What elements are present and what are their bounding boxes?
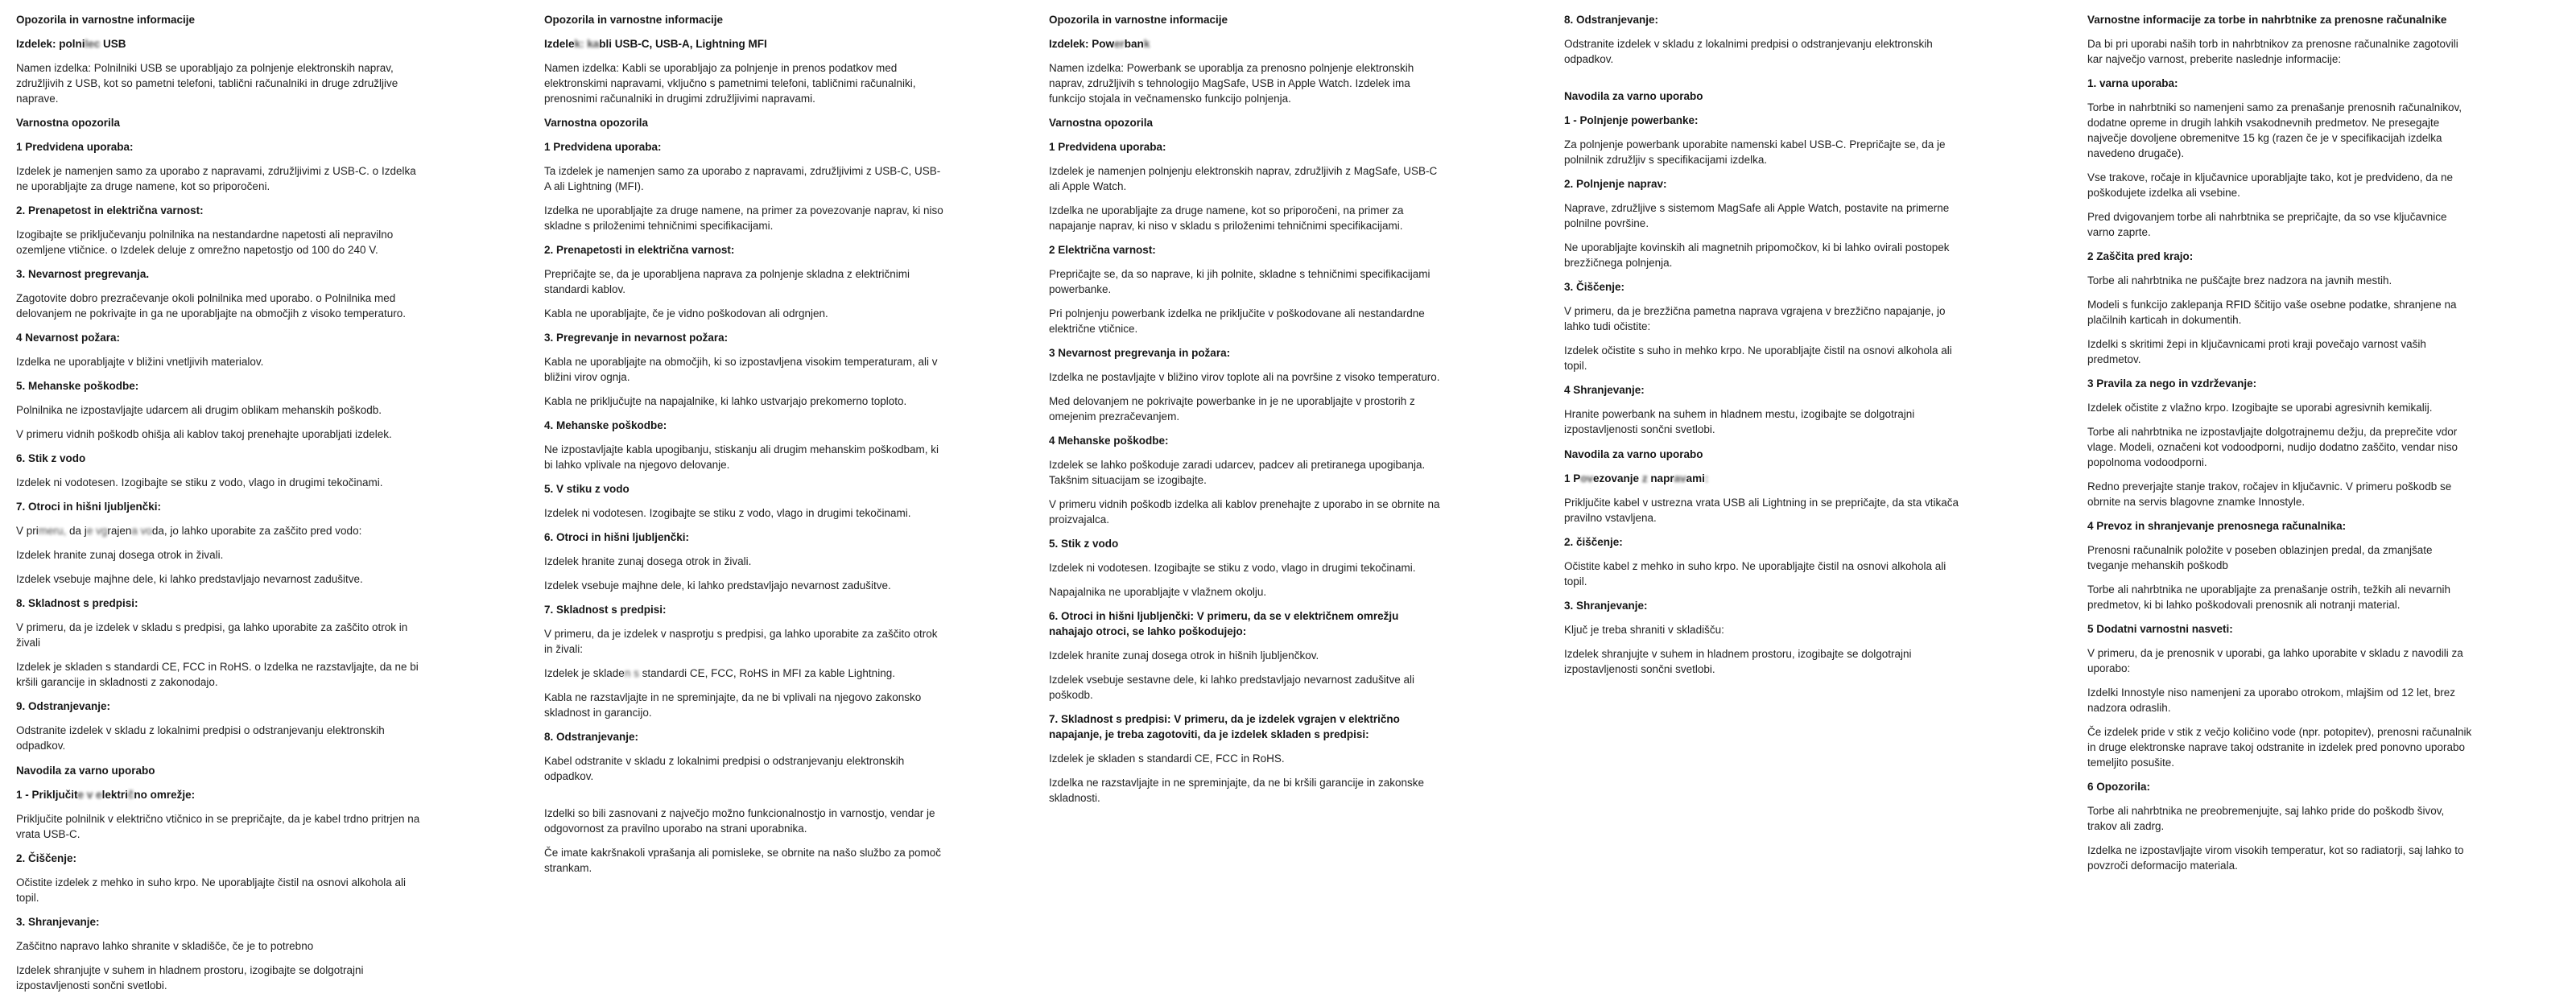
- section-heading: 3. Shranjevanje:: [1564, 600, 1648, 612]
- section-heading: 5. V stiku z vodo: [544, 483, 630, 495]
- paragraph: Kabla ne uporabljajte, če je vidno poškodovan ali odrgnjen.: [544, 307, 828, 320]
- paragraph: Za polnjenje powerbank uporabite namenski kabel USB-C. Prepričajte se, da je polnilnik združljiv s specifikacijami izdelka.: [1564, 138, 1946, 166]
- paragraph: Izdelki Innostyle niso namenjeni za uporabo otrokom, mlajšim od 12 let, brez nadzora odraslih.: [2087, 686, 2455, 714]
- paragraph: Ne uporabljajte kovinskih ali magnetnih pripomočkov, ki bi lahko ovirali postopek brezžičnega polnjenja.: [1564, 241, 1950, 269]
- section-heading: 8. Odstranjevanje:: [1564, 14, 1659, 26]
- paragraph: Izdelek shranjujte v suhem in hladnem prostoru, izogibajte se dolgotrajni izpostavljenosti sončni svetlobi.: [16, 964, 364, 992]
- paragraph: Izdelek vsebuje majhne dele, ki lahko predstavljajo nevarnost zadušitve.: [544, 579, 891, 592]
- paragraph: Izdelek hranite zunaj dosega otrok in živali.: [544, 555, 752, 567]
- section-heading: 6. Stik z vodo: [16, 452, 86, 464]
- section-heading: Varnostna opozorila: [16, 117, 121, 129]
- section-heading: Opozorila in varnostne informacije: [16, 14, 196, 26]
- paragraph: Prepričajte se, da so naprave, ki jih polnite, skladne s tehničnimi specifikacijami powerbanke.: [1049, 268, 1430, 295]
- section-heading: 4 Nevarnost požara:: [16, 332, 121, 344]
- paragraph: Izdelek je skladen s standardi CE, FCC in RoHS. o Izdelka ne razstavljajte, da ne bi kršili garancije in skladnosti z zakonodajo.: [16, 661, 419, 688]
- column-powerbank-instructions: [1564, 12, 1971, 686]
- blurred-text: č: [127, 789, 134, 801]
- paragraph: Kabel odstranite v skladu z lokalnimi predpisi o odstranjevanju elektronskih odpadkov.: [544, 755, 905, 782]
- section-heading: 4 Prevoz in shranjevanje prenosnega računalnika:: [2087, 520, 2347, 532]
- paragraph: Izdelek ni vodotesen. Izogibajte se stiku z vodo, vlago in drugimi tekočinami.: [16, 476, 383, 489]
- section-heading: 4 Mehanske poškodbe:: [1049, 435, 1169, 447]
- paragraph: Priključite polnilnik v električno vtičnico in se prepričajte, da je kabel trdno pritrjen na vrata USB-C.: [16, 813, 420, 840]
- paragraph: V primeru, da je izdelek v skladu s predpisi, ga lahko uporabite za zaščito otrok in živali: [16, 621, 408, 649]
- section-heading: 2. Prenapetost in električna varnost:: [16, 204, 204, 216]
- paragraph: Torbe ali nahrbtnika ne puščajte brez nadzora na javnih mestih.: [2087, 274, 2392, 287]
- section-heading: 4. Mehanske poškodbe:: [544, 419, 667, 431]
- section-heading: Navodila za varno uporabo: [16, 765, 155, 777]
- paragraph: Izdelek je skladen s standardi CE, FCC in RoHS.: [1049, 752, 1285, 765]
- paragraph: Izogibajte se priključevanju polnilnika na nestandardne napetosti ali nepravilno ozemljene vtičnice. o Izdelek deluje z omrežno napetostjo od 100 do 240 V.: [16, 229, 394, 256]
- section-heading: 2 Zaščita pred krajo:: [2087, 250, 2194, 262]
- section-heading: Navodila za varno uporabo: [1564, 448, 1703, 460]
- column-powerbank: [1049, 12, 1445, 814]
- section-heading: Izdelek: Powerbank: [1049, 38, 1150, 50]
- paragraph: Očistite izdelek z mehko in suho krpo. Ne uporabljajte čistil na osnovi alkohola ali topil.: [16, 876, 406, 904]
- paragraph: V primeru, da je izdelek v nasprotju s predpisi, ga lahko uporabite za zaščito otrok in živali:: [544, 628, 938, 655]
- section-heading: 1 Predvidena uporaba:: [544, 141, 662, 153]
- section-heading: 2. Prenapetosti in električna varnost:: [544, 244, 735, 256]
- blurred-text: er: [1114, 38, 1125, 50]
- paragraph: Izdelek je skladen s standardi CE, FCC, RoHS in MFI za kable Lightning.: [544, 667, 895, 679]
- paragraph: Kabla ne razstavljajte in ne spreminjajte, da ne bi vplivali na njegovo zakonsko skladnost in garancijo.: [544, 691, 922, 719]
- paragraph: Da bi pri uporabi naših torb in nahrbtnikov za prenosne računalnike zagotovili kar največjo varnost, preberite naslednje informacije:: [2087, 38, 2458, 65]
- paragraph: V primeru vidnih poškodb izdelka ali kablov prenehajte z uporabo in se obrnite na proizvajalca.: [1049, 498, 1440, 526]
- section-heading: 3 Nevarnost pregrevanja in požara:: [1049, 347, 1231, 359]
- paragraph: Modeli s funkcijo zaklepanja RFID ščitijo vaše osebne podatke, shranjene na plačilnih karticah in dokumentih.: [2087, 299, 2457, 326]
- paragraph: Pri polnjenju powerbank izdelka ne priključite v poškodovane ali nestandardne električne vtičnice.: [1049, 307, 1425, 335]
- paragraph: Izdelek je namenjen samo za uporabo z napravami, združljivimi z USB-C. o Izdelka ne uporabljajte za druge namene, kot so priporočeni.: [16, 165, 416, 192]
- paragraph: Redno preverjajte stanje trakov, ročajev in ključavnic. V primeru poškodb se obrnite na servis blagovne znamke Innostyle.: [2087, 480, 2452, 508]
- paragraph: Izdelek ni vodotesen. Izogibajte se stiku z vodo, vlago in drugimi tekočinami.: [1049, 562, 1416, 574]
- paragraph: Ne izpostavljajte kabla upogibanju, stiskanju ali drugim mehanskim poškodbam, ki bi lahko vplivale na njegovo delovanje.: [544, 443, 939, 471]
- section-heading: 3. Čiščenje:: [1564, 281, 1625, 293]
- section-heading: 8. Odstranjevanje:: [544, 731, 639, 743]
- paragraph: Izdelka ne uporabljajte v bližini vnetljivih materialov.: [16, 356, 264, 368]
- section-heading: 1 Povezovanje z napravami:: [1564, 472, 1709, 484]
- section-heading: Navodila za varno uporabo: [1564, 90, 1703, 102]
- paragraph: Prenosni računalnik položite v poseben oblazinjen predal, da zmanjšate tveganje mehanskih poškodb: [2087, 544, 2433, 571]
- paragraph: Prepričajte se, da je uporabljena naprava za polnjenje skladna z električnimi standardi kablov.: [544, 268, 910, 295]
- paragraph: Namen izdelka: Kabli se uporabljajo za polnjenje in prenos podatkov med elektronskimi napravami, vključno s pametnimi telefoni, tabličnimi računalniki, prenosnimi računalniki in drugimi združljivimi napravami.: [544, 62, 916, 105]
- section-heading: 6. Otroci in hišni ljubljenčki:: [544, 531, 690, 543]
- section-heading: 1 - Priključite v električno omrežje:: [16, 789, 196, 801]
- paragraph: Izdelka ne uporabljajte za druge namene, kot so priporočeni, na primer za napajanje naprav, ki niso v skladu s priloženimi tehničnimi specifikacijami.: [1049, 204, 1404, 232]
- paragraph: Izdelek hranite zunaj dosega otrok in hišnih ljubljenčkov.: [1049, 649, 1319, 662]
- paragraph: Vse trakove, ročaje in ključavnice uporabljajte tako, kot je predvideno, da ne poškodujete izdelka ali vsebine.: [2087, 171, 2454, 199]
- section-heading: 2 Električna varnost:: [1049, 244, 1156, 256]
- section-heading: Izdelek: kabli USB-C, USB-A, Lightning MFI: [544, 38, 767, 50]
- paragraph: Torbe ali nahrbtnika ne preobremenjujte, saj lahko pride do poškodb šivov, trakov ali zadrg.: [2087, 805, 2445, 832]
- paragraph: Izdelek vsebuje sestavne dele, ki lahko predstavljajo nevarnost zadušitve ali poškodb.: [1049, 674, 1415, 701]
- paragraph: Zagotovite dobro prezračevanje okoli polnilnika med uporabo. o Polnilnika med delovanjem ne pokrivajte in ga ne uporabljajte na območjih z visoko temperaturo.: [16, 292, 407, 320]
- section-heading: 1 - Polnjenje powerbanke:: [1564, 114, 1699, 126]
- blurred-text: meru,: [38, 525, 67, 537]
- blurred-text: n s: [624, 667, 639, 679]
- blurred-text: k: ka: [574, 38, 600, 50]
- section-heading: 7. Skladnost s predpisi:: [544, 604, 667, 616]
- paragraph: Torbe ali nahrbtnika ne uporabljajte za prenašanje ostrih, težkih ali nevarnih predmetov, ki bi lahko poškodovali prenosnik ali notranji material.: [2087, 583, 2451, 611]
- section-heading: 5. Stik z vodo: [1049, 538, 1119, 550]
- section-heading: 2. čiščenje:: [1564, 536, 1623, 548]
- paragraph: Izdelka ne razstavljajte in ne spreminjajte, da ne bi kršili garancije in zakonske skladnosti.: [1049, 777, 1424, 804]
- section-heading: Varnostna opozorila: [1049, 117, 1154, 129]
- paragraph: Hranite powerbank na suhem in hladnem mestu, izogibajte se dolgotrajni izpostavljenosti sončni svetlobi.: [1564, 408, 1915, 435]
- paragraph: V primeru, da je brezžična pametna naprava vgrajena v brezžično napajanje, jo lahko tudi očistite:: [1564, 305, 1946, 332]
- blurred-text: lec: [85, 38, 101, 50]
- blurred-text: e vg: [86, 525, 108, 537]
- section-heading: 1. varna uporaba:: [2087, 77, 2178, 89]
- paragraph: Izdelek je namenjen polnjenju elektronskih naprav, združljivih z MagSafe, USB-C ali Apple Watch.: [1049, 165, 1438, 192]
- paragraph: Torbe ali nahrbtnika ne izpostavljajte dolgotrajnemu dežju, da preprečite vdor vlage. Modeli, označeni kot vodoodporni, nudijo dodatno zaščito, vendar niso popolnoma vodoodporni.: [2087, 426, 2458, 468]
- section-heading: 6 Opozorila:: [2087, 781, 2151, 793]
- paragraph: V primeru, da je vgrajena voda, jo lahko uporabite za zaščito pred vodo:: [16, 525, 362, 537]
- paragraph: Namen izdelka: Powerbank se uporablja za prenosno polnjenje elektronskih naprav, združljivih s tehnologijo MagSafe, USB in Apple Watch. Izdelek ima funkcijo stojala in večnamensko funkcijo polnjenja.: [1049, 62, 1414, 105]
- section-heading: 4 Shranjevanje:: [1564, 384, 1645, 396]
- section-heading: Opozorila in varnostne informacije: [1049, 14, 1228, 26]
- section-heading: 3 Pravila za nego in vzdrževanje:: [2087, 377, 2257, 390]
- blurred-text: ov: [1580, 472, 1594, 484]
- paragraph: Kabla ne uporabljajte na območjih, ki so izpostavljena visokim temperaturam, ali v bližini virov ognja.: [544, 356, 938, 383]
- column-usb-charger: [16, 12, 423, 1002]
- section-heading: 3. Shranjevanje:: [16, 916, 100, 928]
- blurred-text: a vo: [131, 525, 152, 537]
- blurred-text: k: [1143, 38, 1150, 50]
- column-laptop-bags: [2087, 12, 2473, 882]
- blurred-text: av: [1674, 472, 1686, 484]
- paragraph: Priključite kabel v ustrezna vrata USB ali Lightning in se prepričajte, da sta vtikača pravilno vstavljena.: [1564, 497, 1959, 524]
- blurred-text: z: [1641, 472, 1648, 484]
- paragraph: Izdelka ne postavljajte v bližino virov toplote ali na površine z visoko temperaturo.: [1049, 371, 1440, 383]
- paragraph: V primeru, da je prenosnik v uporabi, ga lahko uporabite v skladu z navodili za uporabo:: [2087, 647, 2463, 674]
- paragraph: Ta izdelek je namenjen samo za uporabo z napravami, združljivimi z USB-C, USB-A ali Lightning (MFI).: [544, 165, 941, 192]
- paragraph: Naprave, združljive s sistemom MagSafe ali Apple Watch, postavite na primerne polnilne površine.: [1564, 202, 1950, 229]
- paragraph: Izdelka ne uporabljajte za druge namene, na primer za povezovanje naprav, ki niso skladne s priloženimi tehničnimi specifikacijami.: [544, 204, 943, 232]
- section-heading: 8. Skladnost s predpisi:: [16, 597, 138, 609]
- paragraph: V primeru vidnih poškodb ohišja ali kablov takoj prenehajte uporabljati izdelek.: [16, 428, 392, 440]
- paragraph: Pred dvigovanjem torbe ali nahrbtnika se prepričajte, da so vse ključavnice varno zaprte.: [2087, 211, 2447, 238]
- paragraph: Namen izdelka: Polnilniki USB se uporabljajo za polnjenje elektronskih naprav, združljivih z USB, kot so pametni telefoni, tablični računalniki in druge združljive naprave.: [16, 62, 398, 105]
- section-heading: 9. Odstranjevanje:: [16, 700, 111, 712]
- blurred-text: :: [1704, 472, 1709, 484]
- paragraph: Izdelek očistite z vlažno krpo. Izogibajte se uporabi agresivnih kemikalij.: [2087, 402, 2433, 414]
- section-heading: Varnostne informacije za torbe in nahrbtnike za prenosne računalnike: [2087, 14, 2447, 26]
- paragraph: Izdelka ne izpostavljajte virom visokih temperatur, kot so radiatorji, saj lahko to povzroči deformacijo materiala.: [2087, 844, 2464, 872]
- paragraph: Ključ je treba shraniti v skladišču:: [1564, 624, 1724, 636]
- section-heading: 5. Mehanske poškodbe:: [16, 380, 139, 392]
- paragraph: Odstranite izdelek v skladu z lokalnimi predpisi o odstranjevanju elektronskih odpadkov.: [16, 724, 385, 752]
- paragraph: Izdelki s skritimi žepi in ključavnicami proti kraji povečajo varnost vaših predmetov.: [2087, 338, 2426, 365]
- paragraph: Izdelki so bili zasnovani z največjo možno funkcionalnostjo in varnostjo, vendar je odgovornost za pravilno uporabo na strani uporabnika.: [544, 807, 935, 835]
- paragraph: Zaščitno napravo lahko shranite v skladišče, če je to potrebno: [16, 940, 314, 952]
- paragraph: Če imate kakršnakoli vprašanja ali pomisleke, se obrnite na našo službo za pomoč strankam.: [544, 847, 942, 874]
- section-heading: 1 Predvidena uporaba:: [1049, 141, 1166, 153]
- section-heading: 2. Čiščenje:: [16, 852, 77, 864]
- paragraph: Če izdelek pride v stik z večjo količino vode (npr. potopitev), prenosni računalnik in druge elektronske naprave takoj odstranite in izdelek pred ponovno uporabo temeljito posušite.: [2087, 726, 2472, 769]
- paragraph: Izdelek ni vodotesen. Izogibajte se stiku z vodo, vlago in drugimi tekočinami.: [544, 507, 911, 519]
- section-heading: 3. Nevarnost pregrevanja.: [16, 268, 150, 280]
- paragraph: Izdelek vsebuje majhne dele, ki lahko predstavljajo nevarnost zadušitve.: [16, 573, 363, 585]
- paragraph: Kabla ne priključujte na napajalnike, ki lahko ustvarjajo prekomerno toploto.: [544, 395, 907, 407]
- paragraph: Izdelek shranjujte v suhem in hladnem prostoru, izogibajte se dolgotrajni izpostavljenosti sončni svetlobi.: [1564, 648, 1912, 675]
- section-heading: 5 Dodatni varnostni nasveti:: [2087, 623, 2233, 635]
- section-heading: 1 Predvidena uporaba:: [16, 141, 134, 153]
- column-cables: [544, 12, 944, 884]
- paragraph: Polnilnika ne izpostavljajte udarcem ali drugim oblikam mehanskih poškodb.: [16, 404, 382, 416]
- section-heading: Opozorila in varnostne informacije: [544, 14, 724, 26]
- paragraph: Izdelek očistite s suho in mehko krpo. Ne uporabljajte čistil na osnovi alkohola ali topil.: [1564, 344, 1952, 372]
- blurred-text: e v e: [77, 789, 102, 801]
- section-heading: Izdelek: polnilec USB: [16, 38, 126, 50]
- section-heading: 6. Otroci in hišni ljubljenčki: V primeru, da se v električnem omrežju nahajajo otroci, se lahko poškodujejo:: [1049, 610, 1399, 637]
- section-heading: 7. Otroci in hišni ljubljenčki:: [16, 501, 162, 513]
- paragraph: Torbe in nahrbtniki so namenjeni samo za prenašanje prenosnih računalnikov, dodatne opreme in drugih lahkih vsakodnevnih predmetov. Ne presegajte največje dovoljene obremenitve 15 kg (razen če je v specifikacijah izdelka navedeno drugače).: [2087, 101, 2462, 159]
- paragraph: Odstranite izdelek v skladu z lokalnimi predpisi o odstranjevanju elektronskih odpadkov.: [1564, 38, 1933, 65]
- paragraph: Med delovanjem ne pokrivajte powerbanke in je ne uporabljajte v prostorih z omejenim prezračevanjem.: [1049, 395, 1415, 423]
- section-heading: 7. Skladnost s predpisi: V primeru, da je izdelek vgrajen v električno napajanje, je treba zagotoviti, da je izdelek skladen s predpisi:: [1049, 713, 1400, 740]
- paragraph: Izdelek hranite zunaj dosega otrok in živali.: [16, 549, 224, 561]
- paragraph: Napajalnika ne uporabljajte v vlažnem okolju.: [1049, 586, 1267, 598]
- paragraph: Izdelek se lahko poškoduje zaradi udarcev, padcev ali pretiranega upogibanja. Takšnim situacijam se izogibajte.: [1049, 459, 1426, 486]
- section-heading: Varnostna opozorila: [544, 117, 649, 129]
- section-heading: 2. Polnjenje naprav:: [1564, 178, 1667, 190]
- section-heading: 3. Pregrevanje in nevarnost požara:: [544, 332, 729, 344]
- paragraph: Očistite kabel z mehko in suho krpo. Ne uporabljajte čistil na osnovi alkohola ali topil.: [1564, 560, 1946, 588]
